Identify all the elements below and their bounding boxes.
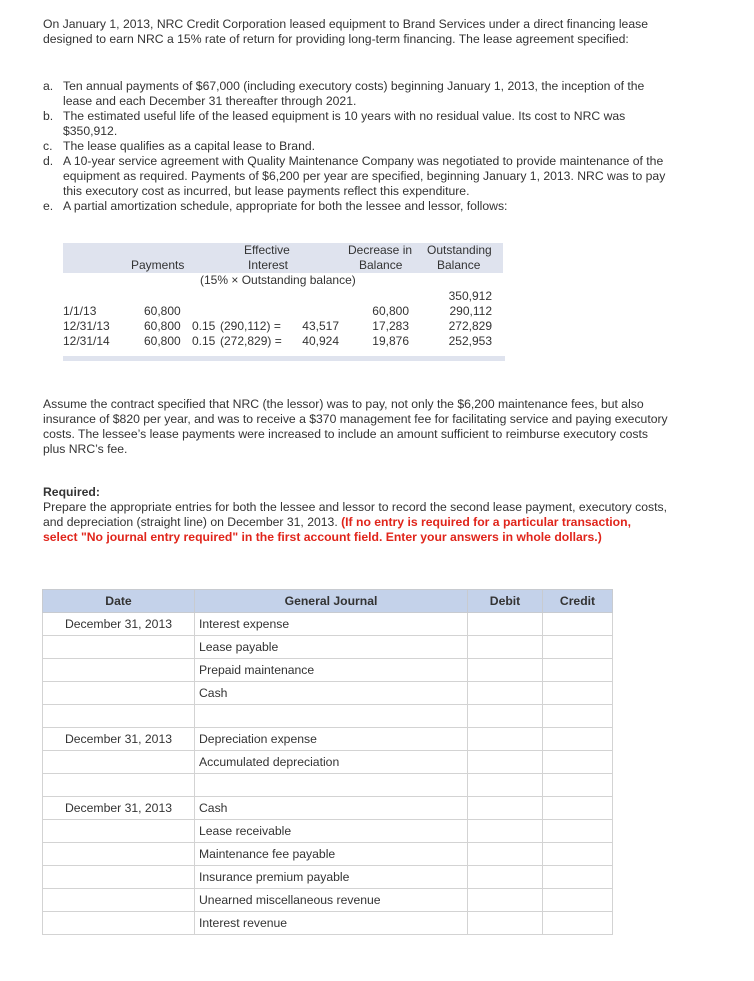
row-date: 12/31/13 [63, 319, 110, 333]
credit-input[interactable] [543, 659, 613, 682]
journal-row [43, 889, 613, 912]
credit-input[interactable] [543, 820, 613, 843]
list-item-text: The lease qualifies as a capital lease to Brand. [63, 139, 316, 153]
debit-input[interactable] [468, 682, 543, 705]
debit-column-header: Debit [468, 590, 543, 613]
list-item [43, 199, 668, 214]
header-effective-1: Effective [244, 243, 290, 257]
entry-date-blank [43, 659, 195, 682]
row-date: 12/31/14 [63, 334, 110, 348]
spacer-cell [543, 705, 613, 728]
row-balance: 272,829 [448, 319, 492, 333]
credit-input[interactable] [543, 889, 613, 912]
required-section [43, 485, 668, 545]
header-payments: Payments [131, 258, 185, 272]
list-marker: e. [43, 199, 54, 213]
journal-row [43, 843, 613, 866]
general-journal-column-header: General Journal [195, 590, 468, 613]
list-item [43, 79, 668, 109]
spacer-cell [543, 774, 613, 797]
journal-row [43, 751, 613, 774]
list-item-text: The estimated useful life of the leased equipment is 10 years with no residual value. Its cost to NRC was $350,912. [63, 109, 626, 138]
credit-input[interactable] [543, 636, 613, 659]
debit-input[interactable] [468, 751, 543, 774]
account-field[interactable]: Lease payable [195, 636, 468, 659]
header-outstanding-2: Balance [437, 258, 481, 272]
list-marker: a. [43, 79, 54, 93]
row-decrease: 19,876 [372, 334, 409, 348]
schedule-bottom-rule [63, 356, 505, 361]
spacer-cell [43, 705, 195, 728]
entry-spacer-row [43, 774, 613, 797]
account-field[interactable]: Prepaid maintenance [195, 659, 468, 682]
entry-date: December 31, 2013 [43, 728, 195, 751]
debit-input[interactable] [468, 797, 543, 820]
account-field[interactable]: Interest expense [195, 613, 468, 636]
journal-row [43, 797, 613, 820]
opening-balance: 350,912 [448, 289, 492, 303]
general-journal-table [42, 589, 613, 935]
list-item [43, 154, 668, 199]
account-field[interactable]: Accumulated depreciation [195, 751, 468, 774]
list-item-text: Ten annual payments of $67,000 (including executory costs) beginning January 1, 2013, the inception of the lease and each December 31 thereafter through 2021. [63, 79, 645, 108]
row-interest: 43,517 [302, 319, 339, 333]
row-calc: (290,112) = [220, 319, 281, 333]
row-decrease: 60,800 [372, 304, 409, 318]
required-label: Required: [43, 485, 100, 499]
spacer-cell [468, 774, 543, 797]
entry-date: December 31, 2013 [43, 613, 195, 636]
list-marker: d. [43, 154, 54, 168]
entry-date-blank [43, 682, 195, 705]
list-item [43, 109, 668, 139]
list-marker: b. [43, 109, 54, 123]
entry-date-blank [43, 912, 195, 935]
account-field[interactable]: Unearned miscellaneous revenue [195, 889, 468, 912]
assume-paragraph: Assume the contract specified that NRC (the lessor) was to pay, not only the $6,200 maintenance fees, but also insurance of $820 per year, and was to receive a $370 management fee for facilitating service and paying executory costs. The lessee’s lease payments were increased to include an amount sufficient to reimburse executory costs plus NRC’s fee. [43, 397, 668, 456]
required-instruction: (If no entry is required for a particular transaction, select "No journal entry required" in the first account field. Enter your answers in whole dollars.) [43, 515, 631, 544]
entry-date-blank [43, 820, 195, 843]
journal-row [43, 613, 613, 636]
row-rate: 0.15 [192, 319, 216, 333]
list-marker: c. [43, 139, 53, 153]
journal-row [43, 912, 613, 935]
required-text: Prepare the appropriate entries for both the lessee and lessor to record the second lease payment, executory costs, and depreciation (straight line) on December 31, 2013. [43, 500, 667, 529]
journal-row [43, 682, 613, 705]
credit-input[interactable] [543, 613, 613, 636]
credit-input[interactable] [543, 866, 613, 889]
account-field[interactable]: Depreciation expense [195, 728, 468, 751]
debit-input[interactable] [468, 659, 543, 682]
credit-input[interactable] [543, 728, 613, 751]
debit-input[interactable] [468, 889, 543, 912]
account-field[interactable]: Insurance premium payable [195, 866, 468, 889]
journal-row [43, 728, 613, 751]
list-item-text: A partial amortization schedule, appropriate for both the lessee and lessor, follows: [63, 199, 508, 213]
credit-input[interactable] [543, 751, 613, 774]
spacer-cell [468, 705, 543, 728]
account-field[interactable]: Cash [195, 797, 468, 820]
list-item-text: A 10-year service agreement with Quality Maintenance Company was negotiated to provide maintenance of the equipment as required. Payments of $6,200 per year are specified, beginning January 1, 2013. NRC was to pay this executory cost as incurred, but lease payments reflect this expenditure. [63, 154, 666, 198]
header-outstanding-1: Outstanding [427, 243, 492, 257]
lease-terms-list [43, 79, 668, 214]
credit-column-header: Credit [543, 590, 613, 613]
account-field[interactable]: Cash [195, 682, 468, 705]
debit-input[interactable] [468, 728, 543, 751]
row-rate: 0.15 [192, 334, 216, 348]
credit-input[interactable] [543, 912, 613, 935]
debit-input[interactable] [468, 843, 543, 866]
journal-row [43, 636, 613, 659]
spacer-cell [195, 705, 468, 728]
account-field[interactable]: Maintenance fee payable [195, 843, 468, 866]
credit-input[interactable] [543, 682, 613, 705]
intro-paragraph: On January 1, 2013, NRC Credit Corporation leased equipment to Brand Services under a direct financing lease designed to earn NRC a 15% rate of return for providing long-term financing. The lease agreement specified: [43, 17, 648, 46]
entry-date-blank [43, 751, 195, 774]
debit-input[interactable] [468, 613, 543, 636]
list-item [43, 139, 668, 154]
row-date: 1/1/13 [63, 304, 97, 318]
entry-date: December 31, 2013 [43, 797, 195, 820]
header-effective-2: Interest [248, 258, 289, 272]
spacer-cell [195, 774, 468, 797]
credit-input[interactable] [543, 797, 613, 820]
entry-spacer-row [43, 705, 613, 728]
header-decrease-1: Decrease in [348, 243, 413, 257]
debit-input[interactable] [468, 636, 543, 659]
row-balance: 290,112 [449, 304, 492, 318]
debit-input[interactable] [468, 820, 543, 843]
row-payment: 60,800 [144, 334, 181, 348]
spacer-cell [43, 774, 195, 797]
credit-input[interactable] [543, 843, 613, 866]
journal-row [43, 866, 613, 889]
journal-row [43, 820, 613, 843]
row-interest: 40,924 [302, 334, 339, 348]
row-calc: (272,829) = [220, 334, 282, 348]
journal-body [43, 613, 613, 935]
amortization-schedule [63, 243, 505, 362]
row-balance: 252,953 [448, 334, 492, 348]
date-column-header: Date [43, 590, 195, 613]
account-field[interactable]: Interest revenue [195, 912, 468, 935]
entry-date-blank [43, 889, 195, 912]
header-decrease-2: Balance [359, 258, 403, 272]
debit-input[interactable] [468, 912, 543, 935]
entry-date-blank [43, 843, 195, 866]
row-decrease: 17,283 [372, 319, 409, 333]
journal-row [43, 659, 613, 682]
entry-date-blank [43, 636, 195, 659]
row-payment: 60,800 [144, 319, 181, 333]
header-effective-3: (15% × Outstanding balance) [200, 273, 356, 287]
row-payment: 60,800 [144, 304, 181, 318]
debit-input[interactable] [468, 866, 543, 889]
account-field[interactable]: Lease receivable [195, 820, 468, 843]
entry-date-blank [43, 866, 195, 889]
